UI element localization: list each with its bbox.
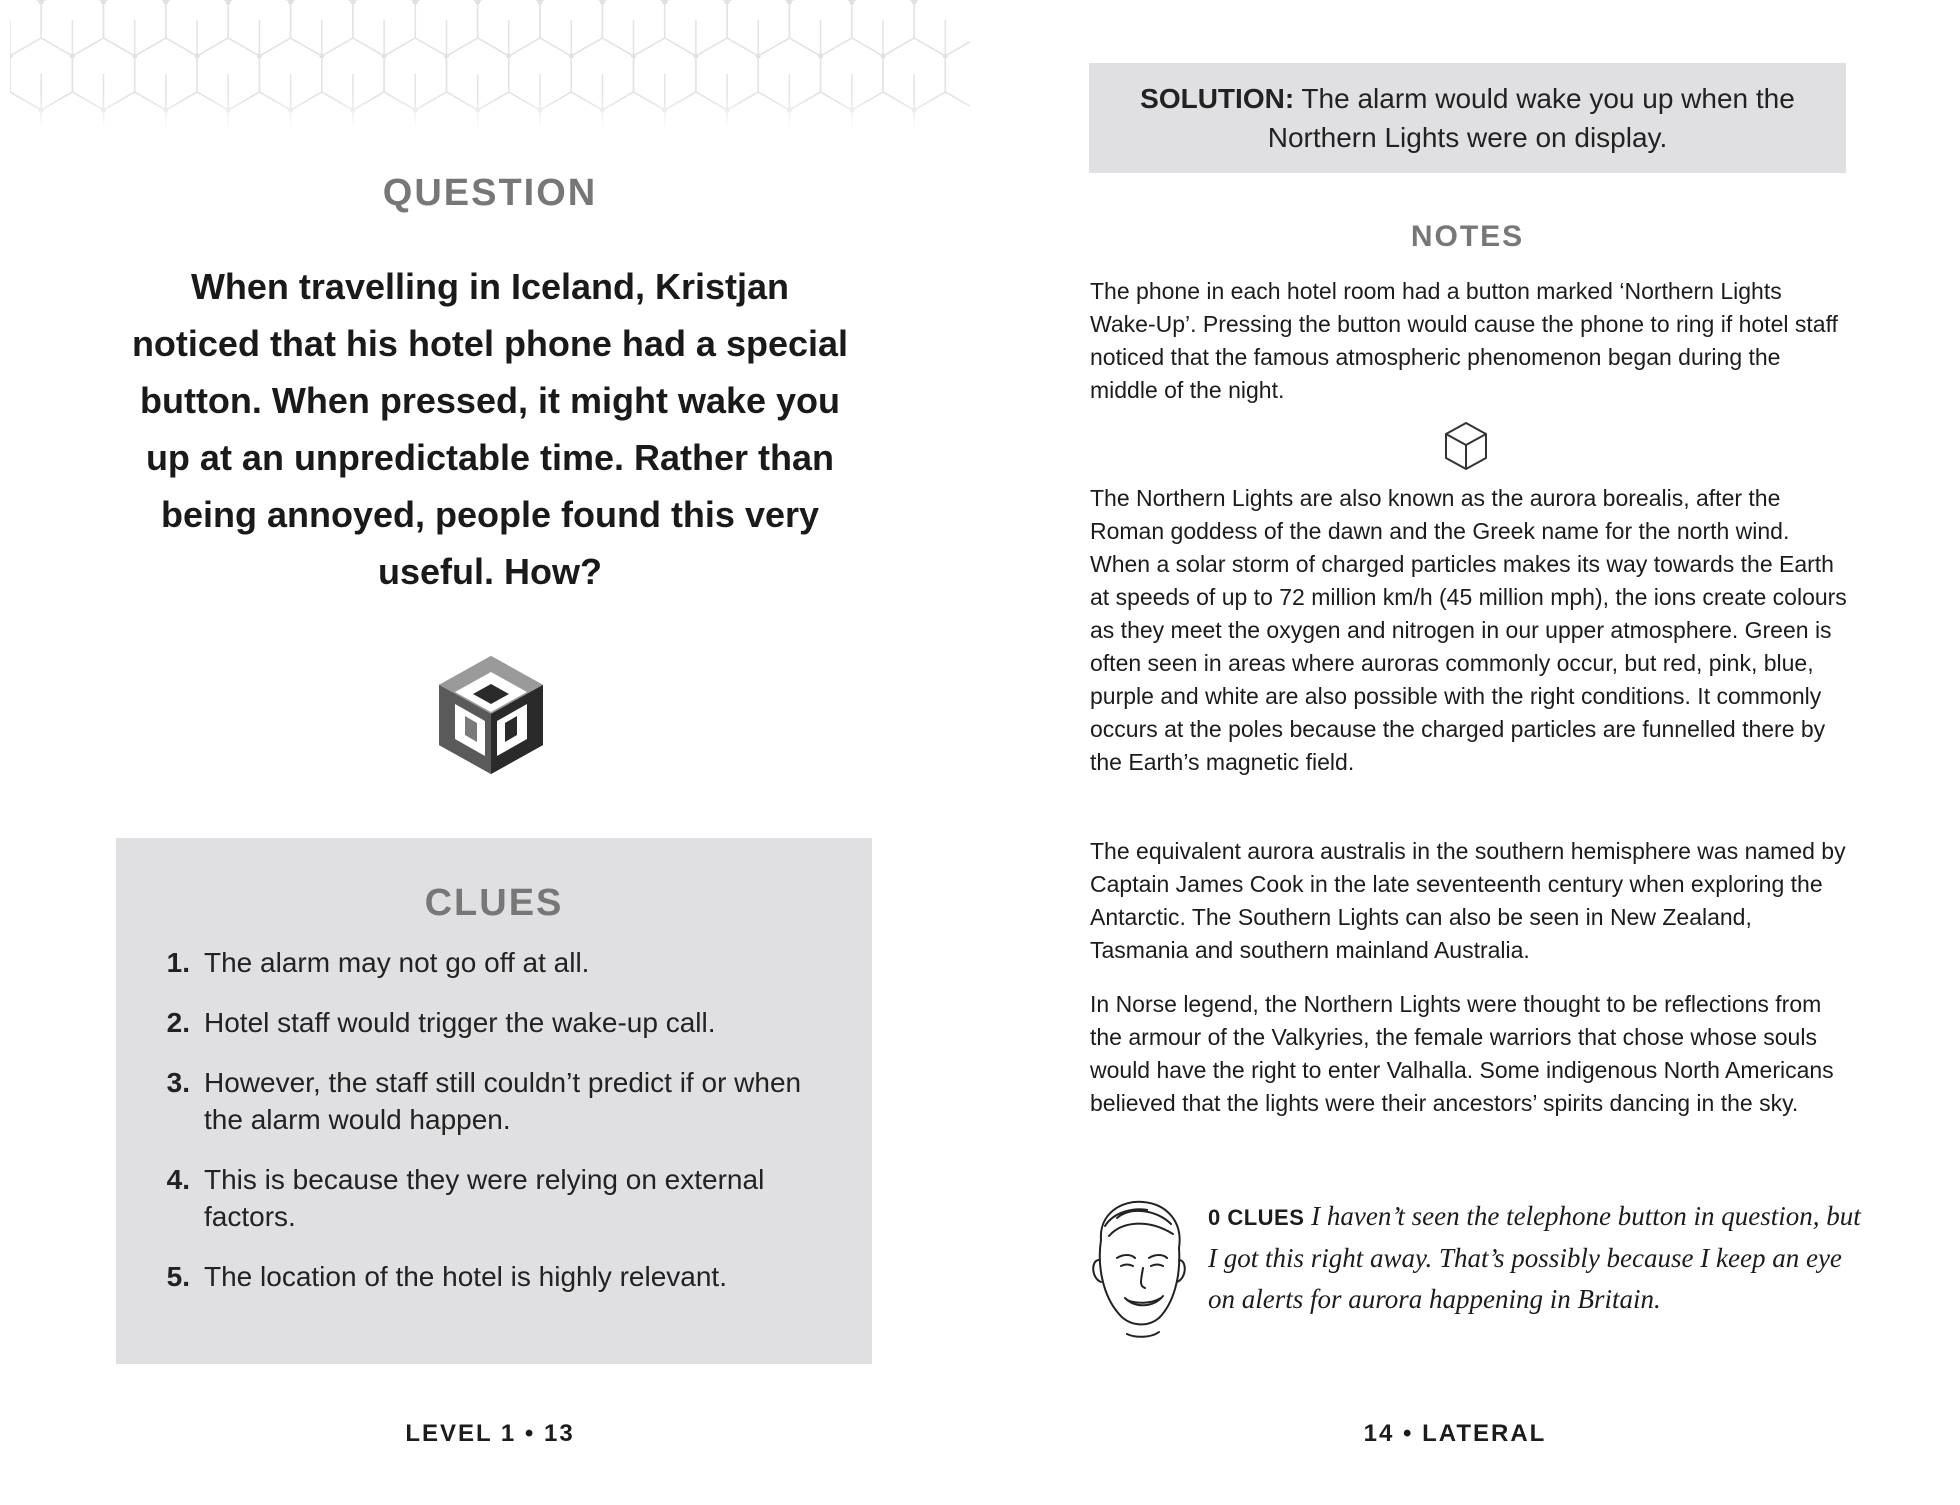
list-item	[158, 1161, 838, 1235]
notes-paragraph: The phone in each hotel room had a button marked ‘Northern Lights Wake-Up’. Pressing the button would cause the phone to ring if hotel staff noticed that the famous atmospheric phenomenon began during the middle of the night.	[1090, 278, 1838, 403]
cube-divider-icon	[1442, 420, 1490, 472]
solution-text: The alarm would wake you up when the Northern Lights were on display.	[1267, 83, 1795, 153]
author-portrait	[1087, 1196, 1187, 1340]
right-page	[980, 0, 1960, 1505]
page-number-right: 14 • LATERAL	[1363, 1420, 1547, 1447]
clue-text: However, the staff still couldn’t predict if or when the alarm would happen.	[204, 1067, 802, 1135]
notes-paragraph: The equivalent aurora australis in the southern hemisphere was named by Captain James Cook in the late seventeenth century when exploring the Antarctic. The Southern Lights can also be seen in New Zealand, Tasmania and southern mainland Australia.	[1090, 838, 1846, 963]
list-item	[158, 1258, 838, 1295]
clues-heading: CLUES	[424, 882, 564, 924]
clue-number: 2.	[166, 1007, 190, 1038]
clue-number: 1.	[166, 947, 190, 978]
clue-number: 5.	[166, 1261, 190, 1292]
notes-paragraph: The Northern Lights are also known as the aurora borealis, after the Roman goddess of the dawn and the Greek name for the north wind. When a solar storm of charged particles makes its way towards the Earth at speeds of up to 72 million km/h (45 million mph), the ions create colours as they meet the oxygen and nitrogen in our upper atmosphere. Green is often seen in areas where auroras commonly occur, but red, pink, blue, purple and white are also possible with the right conditions. It commonly occurs at the poles because the charged particles are funnelled there by the Earth’s magnetic field.	[1090, 485, 1847, 775]
list-item	[158, 1004, 838, 1041]
notes-paragraph: In Norse legend, the Northern Lights were thought to be reflections from the armour of the Valkyries, the female warriors that chose whose souls would have the right to enter Valhalla. Some indigenous North Americans believed that the lights were their ancestors’ spirits dancing in the sky.	[1090, 991, 1834, 1116]
list-item	[158, 944, 838, 981]
clue-number: 3.	[166, 1067, 190, 1098]
page-number-left: LEVEL 1 • 13	[405, 1420, 575, 1447]
clue-text: Hotel staff would trigger the wake-up call.	[204, 1007, 716, 1038]
impossible-cube-icon	[437, 654, 545, 776]
solution-label: SOLUTION:	[1140, 83, 1295, 114]
notes-heading: NOTES	[1410, 220, 1525, 253]
solution-box	[1089, 63, 1846, 173]
clue-number: 4.	[166, 1164, 190, 1195]
clues-list	[158, 944, 838, 1318]
clue-text: The alarm may not go off at all.	[204, 947, 590, 978]
author-label: 0 CLUES	[1208, 1205, 1305, 1230]
author-quote: I haven’t seen the telephone button in question, but I got this right away. That’s possibly because I keep an eye on alerts for aurora happening in Britain.	[1208, 1201, 1861, 1314]
question-text: When travelling in Iceland, Kristjan noticed that his hotel phone had a special button. When pressed, it might wake you up at an unpredictable time. Rather than being annoyed, people found this very useful. How?	[131, 266, 849, 592]
clue-text: The location of the hotel is highly relevant.	[204, 1261, 727, 1292]
question-heading: QUESTION	[382, 172, 598, 214]
clue-text: This is because they were relying on external factors.	[204, 1164, 765, 1232]
clues-box	[116, 838, 872, 1364]
hexagon-pattern-decoration	[10, 0, 970, 130]
list-item	[158, 1064, 838, 1138]
author-note	[1208, 1196, 1868, 1320]
